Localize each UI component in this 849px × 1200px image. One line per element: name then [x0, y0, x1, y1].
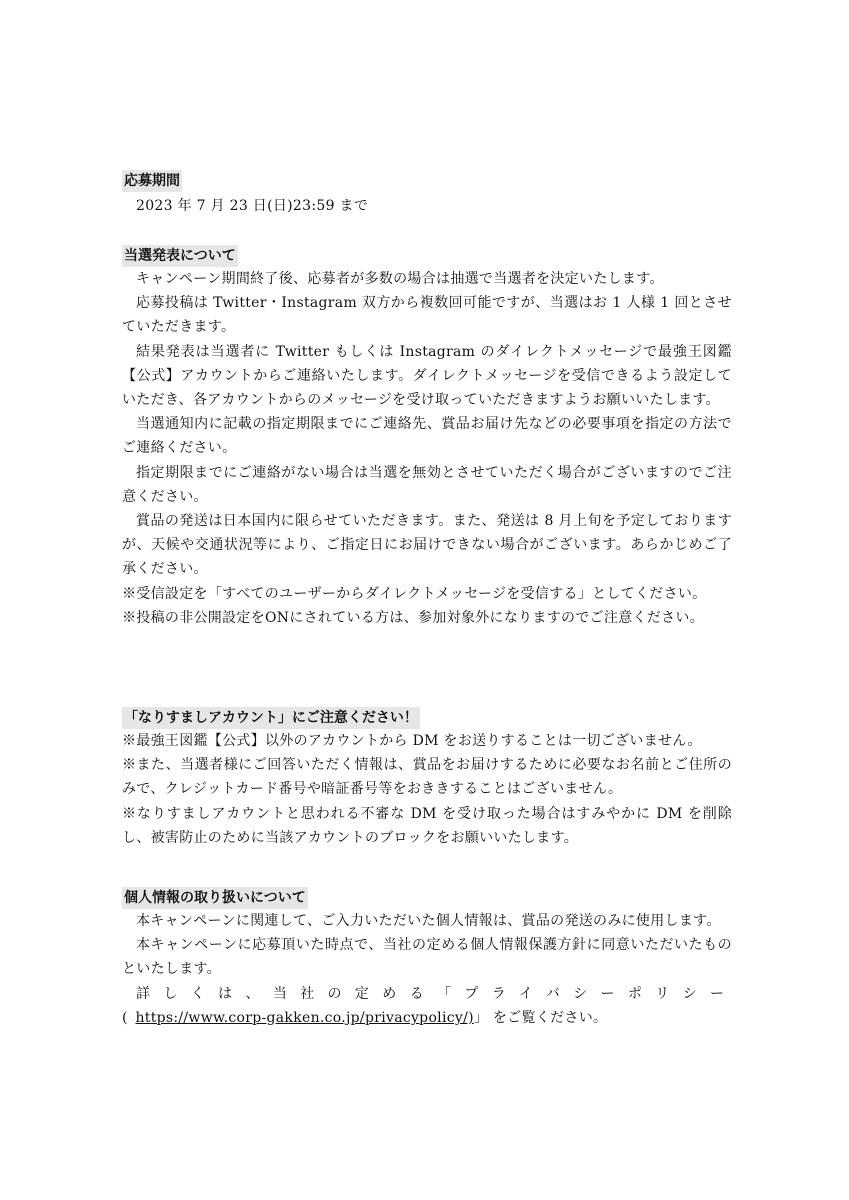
section-impersonation — [122, 707, 732, 850]
section-period — [122, 170, 732, 218]
announcement-paragraph: 賞品の発送は日本国内に限らせていただきます。また、発送は 8 月上旬を予定しておりますが、天候や交通状況等により、ご指定日にお届けできない場合がございます。あらかじめご了承ください。 — [122, 513, 732, 578]
impersonation-note: ※最強王図鑑【公式】以外のアカウントから DM をお送りすることは一切ございません。 — [122, 733, 702, 749]
announcement-heading: 当選発表について — [122, 245, 238, 267]
privacy-policy-suffix: 」 をご覧ください。 — [473, 1009, 608, 1026]
privacy-policy-prefix: 詳しくは、当社の定める「プライバシーポリシー ( — [122, 985, 732, 1026]
privacy-policy-line — [122, 982, 732, 1030]
announcement-paragraph: 指定期限までにご連絡がない場合は当選を無効とさせていただく場合がございますのでご注意ください。 — [122, 464, 732, 505]
privacy-policy-link[interactable]: https://www.corp-gakken.co.jp/privacypolicy/) — [135, 1009, 474, 1026]
period-heading: 応募期間 — [122, 170, 182, 192]
privacy-paragraph: 本キャンペーンに関連して、ご入力いただいた個人情報は、賞品の発送のみに使用します。 — [136, 913, 721, 929]
privacy-paragraph: 本キャンペーンに応募頂いた時点で、当社の定める個人情報保護方針に同意いただいたものといたします。 — [122, 937, 732, 978]
privacy-heading: 個人情報の取り扱いについて — [122, 887, 308, 909]
announcement-paragraph: 応募投稿は Twitter・Instagram 双方から複数回可能ですが、当選はお 1 人様 1 回とさせていただきます。 — [122, 295, 732, 336]
announcement-paragraph: キャンペーン期間終了後、応募者が多数の場合は抽選で当選者を決定いたします。 — [136, 271, 664, 287]
period-body: 2023 年 7 月 23 日(日)23:59 まで — [136, 198, 369, 214]
section-privacy — [122, 887, 732, 1030]
announcement-note: ※受信設定を「すべてのユーザーからダイレクトメッセージを受信する」としてください。 — [122, 585, 707, 602]
impersonation-note: ※また、当選者様にご回答いただく情報は、賞品をお届けするために必要なお名前とご住所のみで、クレジットカード番号や暗証番号等をおききすることはございません。 — [122, 757, 732, 798]
announcement-note: ※投稿の非公開設定をONにされている方は、参加対象外になりますのでご注意ください。 — [122, 609, 705, 626]
announcement-paragraph: 結果発表は当選者に Twitter もしくは Instagram のダイレクトメッセージで最強王図鑑【公式】アカウントからご連絡いたします。ダイレクトメッセージを受信できるよう設定していただき、各アカウントからのメッセージを受け取っていただきますようお願いいたします。 — [122, 343, 732, 409]
impersonation-heading: 「なりすましアカウント」にご注意ください！ — [122, 707, 420, 729]
impersonation-note: ※なりすましアカウントと思われる不審な DM を受け取った場合はすみやかに DM を削除し、被害防止のために当該アカウントのブロックをお願いいたします。 — [122, 805, 732, 846]
announcement-paragraph: 当選通知内に記載の指定期限までにご連絡先、賞品お届け先などの必要事項を指定の方法でご連絡ください。 — [122, 416, 732, 457]
section-announcement — [122, 245, 732, 630]
